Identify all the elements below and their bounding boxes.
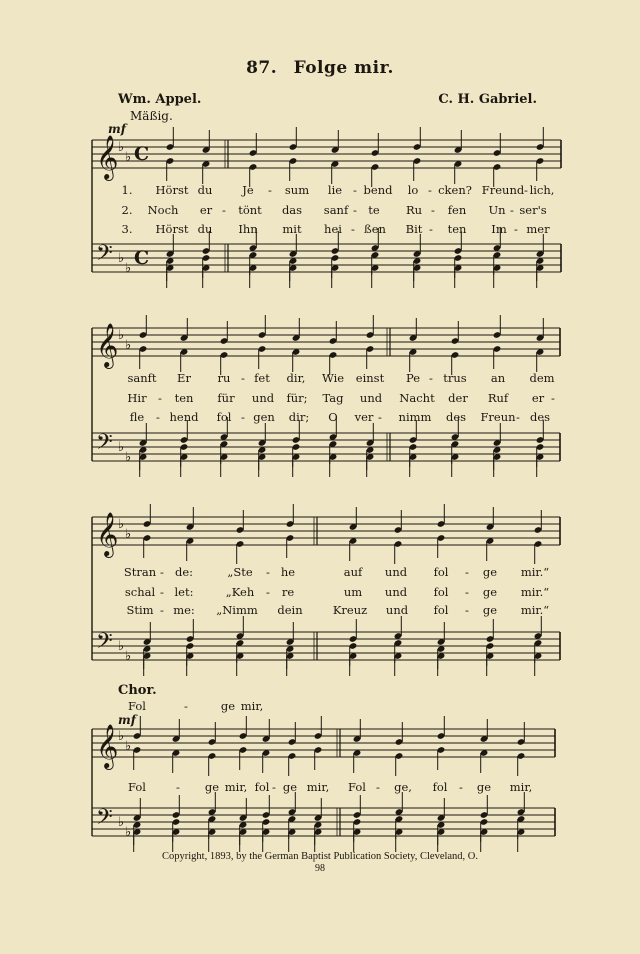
lyric-syllable: - bbox=[272, 780, 276, 794]
author-name: Wm. Appel. bbox=[118, 92, 202, 107]
lyric-syllable: er bbox=[531, 391, 545, 405]
lyric-syllable: O bbox=[328, 410, 338, 424]
flat-sign: ♭ bbox=[125, 649, 132, 664]
lyric-syllable: trus bbox=[443, 371, 467, 385]
lyric-syllable: - bbox=[429, 371, 433, 385]
lyric-syllable: - bbox=[156, 410, 160, 424]
lyric-syllable: sanft bbox=[127, 371, 157, 385]
lyric-syllable: Wie bbox=[321, 371, 345, 385]
lyric-syllable: mir, bbox=[224, 780, 248, 794]
tempo-marking: Mäßig. bbox=[130, 109, 173, 123]
lyric-syllable: gen bbox=[253, 410, 275, 424]
time-signature: C bbox=[134, 143, 150, 165]
treble-clef: 𝄞 bbox=[96, 135, 119, 179]
lyric-syllable: er bbox=[199, 203, 213, 217]
lyric-syllable: Je bbox=[242, 183, 254, 197]
lyric-syllable: und bbox=[384, 565, 408, 579]
lyric-syllable: me: bbox=[173, 603, 195, 617]
lyric-syllable: Er bbox=[177, 371, 191, 385]
chorus-dynamic-mark: mf bbox=[118, 713, 136, 727]
lyric-syllable: - bbox=[353, 203, 357, 217]
lyric-syllable: - bbox=[376, 780, 380, 794]
lyric-syllable: mir, bbox=[306, 780, 330, 794]
lyric-syllable: mir, bbox=[240, 699, 264, 713]
lyric-syllable: de: bbox=[174, 565, 194, 579]
lyric-syllable: um bbox=[343, 585, 363, 599]
lyric-syllable: Stim bbox=[126, 603, 154, 617]
lyric-syllable: Hörst bbox=[155, 183, 189, 197]
lyric-syllable: fol bbox=[254, 780, 270, 794]
lyric-syllable: Kreuz bbox=[332, 603, 368, 617]
lyric-syllable: dir, bbox=[286, 371, 306, 385]
flat-sign: ♭ bbox=[118, 440, 125, 455]
lyric-syllable: Ruf bbox=[487, 391, 509, 405]
lyric-syllable: ge bbox=[476, 780, 492, 794]
lyric-syllable: Noch bbox=[147, 203, 179, 217]
lyric-syllable: mit bbox=[282, 222, 302, 236]
lyric-syllable: Un bbox=[488, 203, 506, 217]
treble-clef: 𝄞 bbox=[96, 512, 119, 556]
flat-sign: ♭ bbox=[125, 338, 132, 353]
flat-sign: ♭ bbox=[125, 527, 132, 542]
copyright-notice: Copyright, 1893, by the German Baptist Publication Society, Cleveland, O. bbox=[161, 851, 479, 862]
lyric-syllable: - bbox=[222, 203, 226, 217]
lyric-syllable: ge bbox=[482, 603, 498, 617]
lyric-syllable: sanf bbox=[323, 203, 349, 217]
lyric-syllable: hend bbox=[169, 410, 199, 424]
lyric-syllable: ge bbox=[482, 565, 498, 579]
lyric-syllable: fol bbox=[432, 780, 448, 794]
bass-clef: 𝄢 bbox=[96, 241, 113, 271]
flat-sign: ♭ bbox=[125, 825, 132, 840]
lyric-syllable: he bbox=[280, 565, 296, 579]
lyric-syllable: du bbox=[197, 183, 213, 197]
lyric-syllable: ten bbox=[174, 391, 194, 405]
flat-sign: ♭ bbox=[118, 815, 125, 830]
lyrics-system3-verse1 bbox=[0, 565, 640, 583]
lyric-syllable: hei bbox=[324, 222, 342, 236]
lyrics-chorus-lower bbox=[0, 780, 640, 798]
lyric-syllable: ge bbox=[204, 780, 220, 794]
lyric-syllable: - bbox=[465, 565, 469, 579]
lyric-syllable: let: bbox=[174, 585, 194, 599]
lyrics-system2-verse1 bbox=[0, 371, 640, 389]
lyric-syllable: fet bbox=[254, 371, 270, 385]
lyric-syllable: mir.“ bbox=[520, 585, 550, 599]
lyric-syllable: Hir bbox=[127, 391, 147, 405]
lyric-syllable: lich, bbox=[529, 183, 555, 197]
lyric-syllable: schal bbox=[124, 585, 156, 599]
flat-sign: ♭ bbox=[118, 517, 125, 532]
lyrics-system2-verse3 bbox=[0, 410, 640, 428]
flat-sign: ♭ bbox=[125, 450, 132, 465]
lyric-syllable: Pe bbox=[405, 371, 421, 385]
bass-clef: 𝄢 bbox=[96, 629, 113, 659]
lyric-syllable: einst bbox=[355, 371, 385, 385]
lyric-syllable: Freund bbox=[481, 183, 525, 197]
lyric-syllable: des bbox=[445, 410, 467, 424]
lyric-syllable: ge bbox=[282, 780, 298, 794]
lyric-syllable: Fol bbox=[348, 780, 366, 794]
lyrics-chorus-upper bbox=[0, 699, 640, 717]
lyric-syllable: auf bbox=[343, 565, 363, 579]
lyric-syllable: mir.“ bbox=[520, 603, 550, 617]
lyrics-system1-verse3 bbox=[0, 222, 640, 240]
lyric-syllable: 2. bbox=[121, 203, 133, 217]
time-signature: C bbox=[134, 247, 150, 269]
lyric-syllable: Tag bbox=[322, 391, 344, 405]
lyric-syllable: - bbox=[516, 410, 520, 424]
page-number: 98 bbox=[315, 863, 325, 874]
lyric-syllable: - bbox=[160, 603, 164, 617]
lyric-syllable: des bbox=[529, 410, 551, 424]
lyric-syllable: ge, bbox=[394, 780, 412, 794]
lyrics-system3-verse3 bbox=[0, 603, 640, 621]
lyric-syllable: - bbox=[266, 565, 270, 579]
dynamic-mark: mf bbox=[108, 122, 126, 136]
composer-name: C. H. Gabriel. bbox=[438, 92, 537, 107]
lyric-syllable: ser's bbox=[519, 203, 547, 217]
lyric-syllable: ten bbox=[447, 222, 467, 236]
lyric-syllable: mir.“ bbox=[520, 565, 550, 579]
lyric-syllable: - bbox=[514, 222, 518, 236]
lyric-syllable: - bbox=[429, 222, 433, 236]
lyric-syllable: - bbox=[353, 183, 357, 197]
lyric-syllable: - bbox=[160, 585, 164, 599]
lyric-syllable: cken? bbox=[438, 183, 472, 197]
lyric-syllable: Fol bbox=[128, 699, 146, 713]
lyric-syllable: - bbox=[241, 371, 245, 385]
lyrics-system3-verse2 bbox=[0, 585, 640, 603]
chorus-label: Chor. bbox=[118, 683, 157, 698]
lyrics-system1-verse2 bbox=[0, 203, 640, 221]
flat-sign: ♭ bbox=[118, 140, 125, 155]
lyric-syllable: Ihn bbox=[238, 222, 258, 236]
hymn-number: 87. bbox=[246, 58, 278, 78]
lyric-syllable: te bbox=[368, 203, 380, 217]
lyric-syllable: - bbox=[266, 585, 270, 599]
flat-sign: ♭ bbox=[118, 729, 125, 744]
lyric-syllable: Im bbox=[491, 222, 507, 236]
lyric-syllable: „Nimm bbox=[216, 603, 258, 617]
lyric-syllable: Ru bbox=[405, 203, 423, 217]
treble-clef: 𝄞 bbox=[96, 724, 119, 768]
lyric-syllable: ge bbox=[220, 699, 236, 713]
bass-clef: 𝄢 bbox=[96, 430, 113, 460]
lyric-syllable: und bbox=[385, 603, 409, 617]
lyric-syllable: Fol bbox=[128, 780, 146, 794]
lyric-syllable: für; bbox=[286, 391, 308, 405]
lyric-syllable: fen bbox=[447, 203, 467, 217]
lyric-syllable: 1. bbox=[121, 183, 133, 197]
lyric-syllable: - bbox=[510, 203, 514, 217]
lyric-syllable: für bbox=[217, 391, 235, 405]
lyric-syllable: - bbox=[351, 222, 355, 236]
lyric-syllable: dem bbox=[529, 371, 555, 385]
lyric-syllable: ßen bbox=[364, 222, 386, 236]
lyric-syllable: lo bbox=[407, 183, 419, 197]
lyrics-system2-verse2 bbox=[0, 391, 640, 409]
lyric-syllable: 3. bbox=[121, 222, 133, 236]
lyric-syllable: „Ste bbox=[227, 565, 253, 579]
lyric-syllable: - bbox=[378, 410, 382, 424]
lyric-syllable: Bit bbox=[405, 222, 423, 236]
lyric-syllable: Freun bbox=[480, 410, 516, 424]
lyric-syllable: und bbox=[359, 391, 383, 405]
lyric-syllable: - bbox=[268, 183, 272, 197]
flat-sign: ♭ bbox=[125, 739, 132, 754]
hymn-title: Folge mir. bbox=[293, 58, 394, 78]
lyric-syllable: Stran bbox=[123, 565, 157, 579]
lyric-syllable: fol bbox=[433, 585, 449, 599]
lyric-syllable: ge bbox=[482, 585, 498, 599]
lyrics-system1-verse1 bbox=[0, 183, 640, 201]
lyric-syllable: fol bbox=[216, 410, 232, 424]
lyric-syllable: - bbox=[241, 410, 245, 424]
lyric-syllable: mir, bbox=[509, 780, 533, 794]
lyric-syllable: - bbox=[160, 565, 164, 579]
lyric-syllable: - bbox=[158, 391, 162, 405]
lyric-syllable: an bbox=[490, 371, 506, 385]
lyric-syllable: - bbox=[431, 203, 435, 217]
flat-sign: ♭ bbox=[125, 261, 132, 276]
lyric-syllable: lie bbox=[327, 183, 343, 197]
lyric-syllable: und bbox=[384, 585, 408, 599]
lyric-syllable: du bbox=[197, 222, 213, 236]
lyric-syllable: ver bbox=[354, 410, 374, 424]
lyric-syllable: - bbox=[428, 183, 432, 197]
lyric-syllable: - bbox=[184, 699, 188, 713]
lyric-syllable: - bbox=[176, 780, 180, 794]
lyric-syllable: fle bbox=[129, 410, 145, 424]
flat-sign: ♭ bbox=[118, 328, 125, 343]
lyric-syllable: bend bbox=[363, 183, 393, 197]
lyric-syllable: das bbox=[281, 203, 303, 217]
lyric-syllable: mer bbox=[526, 222, 550, 236]
lyric-syllable: Nacht bbox=[399, 391, 435, 405]
bass-clef: 𝄢 bbox=[96, 805, 113, 835]
lyric-syllable: fol bbox=[433, 603, 449, 617]
lyric-syllable: Hörst bbox=[155, 222, 189, 236]
lyric-syllable: re bbox=[281, 585, 295, 599]
lyric-syllable: ru bbox=[217, 371, 231, 385]
lyric-syllable: dir; bbox=[288, 410, 310, 424]
flat-sign: ♭ bbox=[118, 639, 125, 654]
flat-sign: ♭ bbox=[118, 251, 125, 266]
lyric-syllable: fol bbox=[433, 565, 449, 579]
lyric-syllable: und bbox=[251, 391, 275, 405]
lyric-syllable: - bbox=[465, 585, 469, 599]
flat-sign: ♭ bbox=[125, 150, 132, 165]
lyric-syllable: - bbox=[551, 391, 555, 405]
treble-clef: 𝄞 bbox=[96, 323, 119, 367]
lyric-syllable: - bbox=[459, 780, 463, 794]
lyric-syllable: - bbox=[524, 183, 528, 197]
lyric-syllable: „Keh bbox=[225, 585, 255, 599]
lyric-syllable: sum bbox=[284, 183, 310, 197]
lyric-syllable: nimm bbox=[398, 410, 432, 424]
lyric-syllable: dein bbox=[277, 603, 303, 617]
lyric-syllable: - bbox=[465, 603, 469, 617]
lyric-syllable: der bbox=[448, 391, 468, 405]
lyric-syllable: tönt bbox=[238, 203, 262, 217]
